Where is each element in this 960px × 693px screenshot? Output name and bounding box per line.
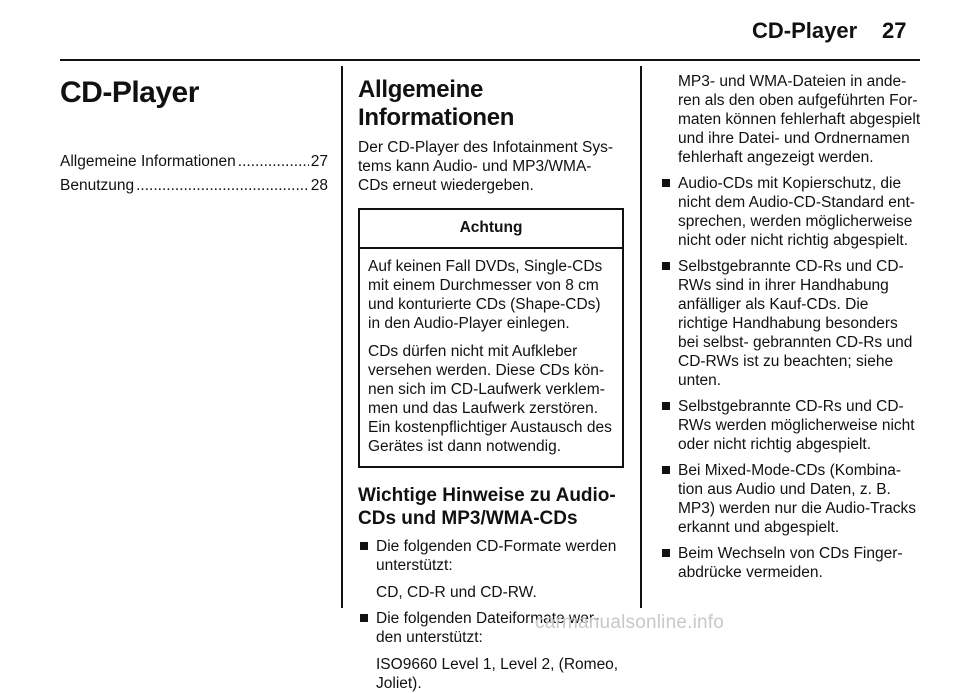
left-column [60,66,328,198]
list-item: Die folgenden CD-Formate werden unterstützt: [358,537,624,575]
list-item: Selbstgebrannte CD-Rs und CD-RWs sind in ihrer Handhabung anfälliger als Kauf-CDs. Die richtige Handhabung besonders bei selbst- gebrannten CD-Rs und CD-RWs ist zu beachten; siehe unten. [660,257,922,390]
list-item: Selbstgebrannte CD-Rs und CD- RWs werden möglicherweise nicht oder nicht richtig abgespielt. [660,397,922,454]
list-item: Audio-CDs mit Kopierschutz, die nicht dem Audio-CD-Standard ent- sprechen, werden möglicherweise nicht oder nicht richtig abgespielt. [660,174,922,250]
toc-label: Benutzung [60,177,135,194]
list-item: Beim Wechseln von CDs Finger- abdrücke vermeiden. [660,544,922,582]
format-list [358,537,624,575]
warning-body [360,249,622,466]
toc-label: Allgemeine Informationen [60,153,236,170]
continued-paragraph: MP3- und WMA-Dateien in ande- ren als den oben aufgeführten For- maten können fehlerhaft abgespielt und ihre Datei- und Ordnernamen fehlerhaft angezeigt werden. [678,73,921,166]
warning-title: Achtung [360,210,622,249]
warning-paragraph: CDs dürfen nicht mit Aufkleber versehen werden. Diese CDs kön- nen sich im CD-Laufwerk verklem- men und das Laufwerk zerstören. Ein kostenpflichtiger Austausch des Gerätes ist dann notwendig. [368,343,612,455]
right-column [660,66,922,582]
warning-paragraph: Auf keinen Fall DVDs, Single-CDs mit einem Durchmesser von 8 cm und konturierte CDs (Shape-CDs) in den Audio-Player einlegen. [368,258,603,332]
intro-paragraph: Der CD-Player des Infotainment Sys- tems kann Audio- und MP3/WMA- CDs erneut wiedergeben. [358,139,613,194]
middle-column [358,66,624,693]
toc-page: 28 [310,177,328,194]
list-item-detail: CD, CD-R und CD-RW. [376,584,537,601]
header-title: CD-Player [752,18,858,43]
chapter-heading: CD-Player [60,76,199,109]
column-divider-2 [640,66,642,608]
toc-entry[interactable] [60,150,328,174]
watermark: carmanualsonline.info [535,612,725,633]
toc-entry[interactable] [60,174,328,198]
column-divider-1 [341,66,343,608]
toc-leader [136,174,309,198]
subsection-heading: Wichtige Hinweise zu Audio- CDs und MP3/WMA-CDs [358,485,616,529]
notes-list [660,174,922,582]
table-of-contents [60,150,328,198]
list-item-detail: ISO9660 Level 1, Level 2, (Romeo, Joliet). [376,656,619,692]
header-rule [60,59,920,61]
list-item: Die folgenden Dateiformate wer- den unterstützt: [358,609,624,647]
toc-leader [238,150,309,174]
warning-box [358,208,624,468]
toc-page: 27 [310,153,328,170]
section-heading: Allgemeine Informationen [358,76,515,131]
page-number: 27 [882,18,907,43]
list-item: Bei Mixed-Mode-CDs (Kombina- tion aus Audio und Daten, z. B. MP3) werden nur die Audio-Tracks erkannt und abgespielt. [660,461,922,537]
